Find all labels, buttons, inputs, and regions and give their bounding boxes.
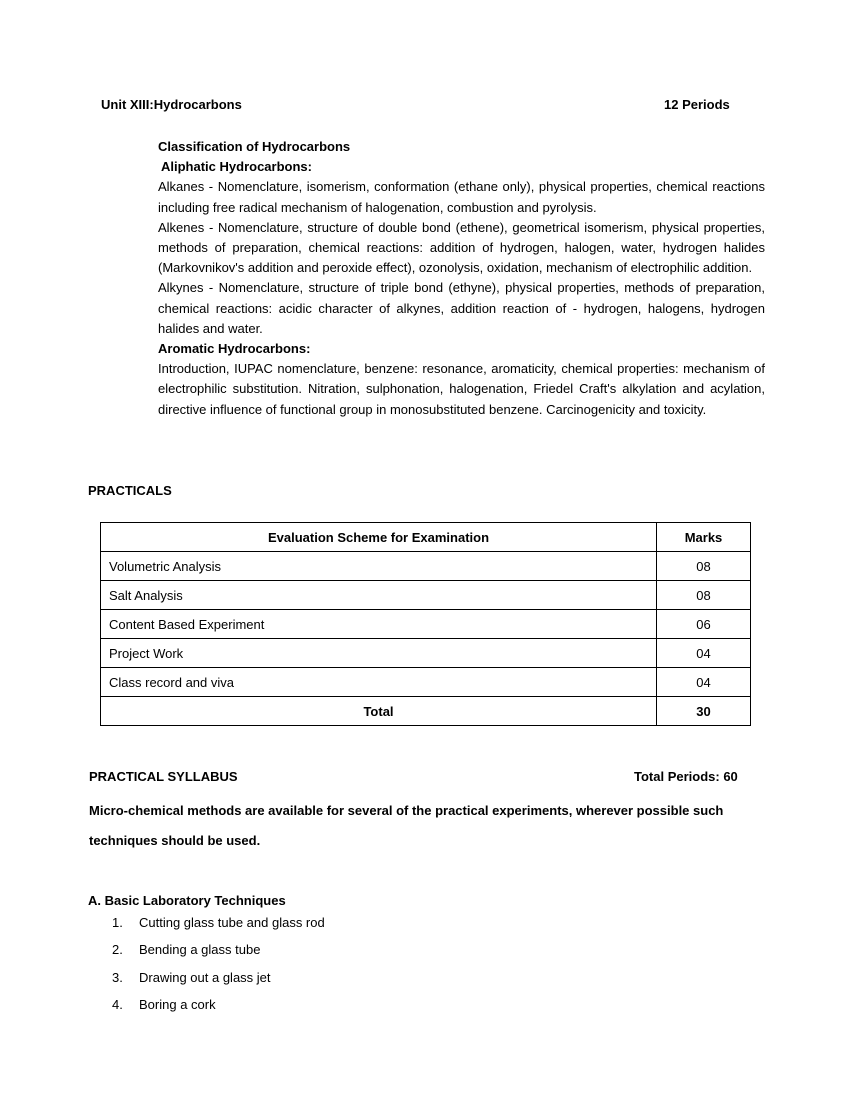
- item-number: 3.: [112, 969, 123, 985]
- row-item: Salt Analysis: [101, 581, 657, 610]
- item-text: Bending a glass tube: [139, 942, 261, 958]
- row-marks: 06: [657, 610, 751, 639]
- table-total-row: [101, 697, 751, 726]
- micro-chemical-note: Micro-chemical methods are available for several of the practical experiments, wherever possible such techniques should be used.: [89, 803, 724, 848]
- unit-content: [158, 137, 765, 420]
- item-text: Cutting glass tube and glass rod: [139, 915, 325, 930]
- total-marks: 30: [657, 697, 751, 726]
- alkenes-paragraph: Alkenes - Nomenclature, structure of double bond (ethene), geometrical isomerism, physical properties, methods of preparation, chemical reactions: addition of hydrogen, halogen, water, hydrogen halides (Markovnikov's addition and peroxide effect), ozonolysis, oxidation, mechanism of electrophilic addition.: [158, 219, 765, 276]
- table-row: [101, 610, 751, 639]
- header-scheme: Evaluation Scheme for Examination: [101, 523, 657, 552]
- evaluation-table: [100, 522, 751, 726]
- table-row: [101, 639, 751, 668]
- aromatic-paragraph: Introduction, IUPAC nomenclature, benzene: resonance, aromaticity, chemical properties: mechanism of electrophilic substitution. Nitration, sulphonation, halogenation, Friedel Craft's alkylation and acylation, directive influence of functional group in monosubstituted benzene. Carcinogenicity and toxicity.: [158, 361, 765, 417]
- practical-syllabus-title: PRACTICAL SYLLABUS: [89, 769, 238, 784]
- list-item: [112, 969, 325, 996]
- list-item: [112, 996, 325, 1023]
- alkanes-paragraph: Alkanes - Nomenclature, isomerism, conformation (ethane only), physical properties, chemical reactions including free radical mechanism of halogenation, combustion and pyrolysis.: [158, 179, 765, 215]
- aromatic-heading: Aromatic Hydrocarbons:: [158, 341, 311, 357]
- row-item: Volumetric Analysis: [101, 552, 657, 581]
- table-row: [101, 552, 751, 581]
- item-number: 2.: [112, 942, 123, 958]
- row-item: Class record and viva: [101, 668, 657, 697]
- unit-periods: 12 Periods: [664, 97, 730, 112]
- item-text: Boring a cork: [139, 996, 216, 1012]
- list-item: [112, 914, 325, 941]
- alkynes-paragraph: Alkynes - Nomenclature, structure of triple bond (ethyne), physical properties, methods of preparation, chemical reactions: acidic character of alkynes, addition reaction of - hydrogen, halogens, hydrogen halides and water.: [158, 280, 765, 336]
- list-item: [112, 941, 325, 968]
- table-row: [101, 581, 751, 610]
- practical-syllabus-periods: Total Periods: 60: [634, 769, 738, 784]
- row-item: Project Work: [101, 639, 657, 668]
- total-label: Total: [101, 697, 657, 726]
- row-marks: 04: [657, 639, 751, 668]
- technique-list: [112, 914, 325, 1023]
- practicals-heading: PRACTICALS: [88, 483, 172, 498]
- unit-title: Unit XIII:Hydrocarbons: [101, 97, 242, 112]
- row-marks: 08: [657, 552, 751, 581]
- row-marks: 04: [657, 668, 751, 697]
- item-text: Drawing out a glass jet: [139, 969, 271, 985]
- row-item: Content Based Experiment: [101, 610, 657, 639]
- classification-heading: Classification of Hydrocarbons: [158, 139, 351, 154]
- item-number: 4.: [112, 996, 123, 1012]
- row-marks: 08: [657, 581, 751, 610]
- section-a-title: A. Basic Laboratory Techniques: [88, 893, 286, 908]
- header-marks: Marks: [657, 523, 751, 552]
- item-number: 1.: [112, 915, 123, 930]
- table-row: [101, 668, 751, 697]
- aliphatic-heading: Aliphatic Hydrocarbons:: [161, 159, 312, 175]
- table-header-row: [101, 523, 751, 552]
